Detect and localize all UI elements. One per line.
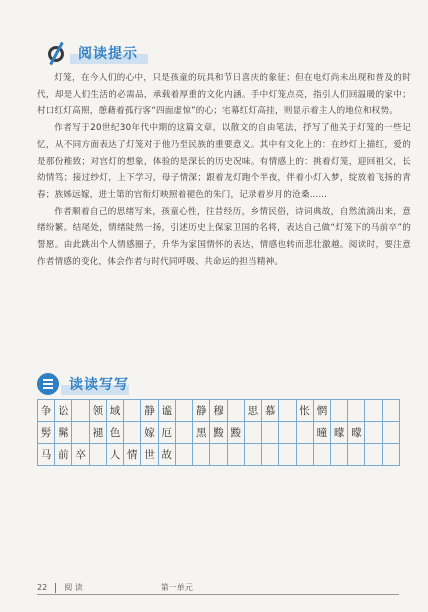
grid-cell: 曚 [330, 422, 347, 444]
grid-cell [175, 400, 192, 422]
grid-cell: 曚 [348, 422, 365, 444]
grid-cell [296, 444, 313, 466]
tips-paragraph: 灯笼，在今人们的心中，只是孩童的玩具和节日喜庆的象征；但在电灯尚未出现和普及的时代，却是人们生活的必需品，承载着厚重的文化内涵。手中灯笼点亮，指引人们回温暖的家中；村口红灯高照，憩藉着孤行客“四面虚惊”的心；宅幕红灯高挂，则显示着主人的地位和权势。 [37, 73, 411, 117]
grid-cell [72, 422, 89, 444]
grid-cell: 静 [193, 400, 210, 422]
grid-cell: 慕 [262, 400, 279, 422]
grid-row [38, 444, 400, 466]
character-practice-grid [37, 399, 400, 466]
grid-cell [175, 422, 192, 444]
grid-cell: 思 [244, 400, 261, 422]
reading-tips-icon [46, 42, 68, 64]
grid-cell: 嫁 [141, 422, 158, 444]
grid-cell: 褪 [89, 422, 106, 444]
grid-cell: 静 [141, 400, 158, 422]
grid-cell: 厄 [158, 422, 175, 444]
grid-cell: 色 [106, 422, 123, 444]
grid-cell: 惘 [313, 400, 330, 422]
grid-cell [210, 444, 227, 466]
grid-cell [313, 444, 330, 466]
grid-cell: 髴 [55, 422, 72, 444]
grid-cell: 马 [38, 444, 55, 466]
footer-rule [37, 594, 399, 595]
grid-cell: 争 [38, 400, 55, 422]
grid-cell: 前 [55, 444, 72, 466]
page-footer [37, 582, 193, 593]
grid-cell: 域 [106, 400, 123, 422]
grid-cell [262, 444, 279, 466]
grid-cell [175, 444, 192, 466]
footer-unit: 第一单元 [160, 583, 193, 592]
grid-cell: 世 [141, 444, 158, 466]
grid-cell [330, 444, 347, 466]
grid-cell: 怅 [296, 400, 313, 422]
grid-cell: 黢 [210, 422, 227, 444]
grid-cell: 曈 [313, 422, 330, 444]
grid-cell [330, 400, 347, 422]
grid-cell [89, 444, 106, 466]
grid-cell [262, 422, 279, 444]
grid-cell: 谧 [158, 400, 175, 422]
grid-cell [227, 444, 244, 466]
grid-cell: 穆 [210, 400, 227, 422]
grid-cell [365, 422, 382, 444]
grid-cell: 黢 [227, 422, 244, 444]
grid-cell: 人 [106, 444, 123, 466]
grid-cell [348, 444, 365, 466]
grid-cell: 故 [158, 444, 175, 466]
tips-paragraph: 作者写于20世纪30年代中期的这篇文章，以散文的自由笔法，抒写了他关于灯笼的一些记忆，从不同方面表达了灯笼对于他乃至民族的重要意义。其中有文化上的：在纱灯上描红，爱的是那份稚致；对宫灯的想象，体验的是深长的历史况味。有情感上的：挑着灯笼，迎回祖父，长幼情笃；接过纱灯，上下学习，母子情深；跟着龙灯跑个半夜，伴着小灯入梦，绽放着飞扬的青春；族姊远嫁，进士第的官衔灯映照着褪色的朱门，记录着岁月的沧桑…… [37, 123, 411, 200]
footer-divider [55, 583, 56, 593]
grid-row [38, 400, 400, 422]
grid-cell: 髣 [38, 422, 55, 444]
grid-cell [227, 400, 244, 422]
tips-paragraph: 作者顺着自己的思绪写来，孩童心性，往昔经历，乡情民俗，诗词典故，自然流淌出来，意绪纷繁。结尾处，情绪陡然一扬，引述历史上保家卫国的名将，表达自己做“灯笼下的马前卒”的誓愿。由此跳出个人情感圈子，升华为家国情怀的表达，情感也转而悲壮激越。阅读时，要注意作者情感的变化，体会作者与时代同呼吸、共命运的担当精神。 [37, 206, 411, 267]
grid-cell [382, 444, 399, 466]
grid-cell [279, 400, 296, 422]
read-write-title: 读读写写 [69, 377, 129, 393]
grid-cell [365, 400, 382, 422]
grid-cell [124, 400, 141, 422]
read-write-header [37, 373, 133, 395]
reading-tips-title: 阅读提示 [78, 46, 138, 62]
grid-cell [124, 422, 141, 444]
grid-row [38, 422, 400, 444]
grid-cell: 黑 [193, 422, 210, 444]
grid-cell [279, 422, 296, 444]
list-icon [37, 373, 59, 395]
grid-cell: 情 [124, 444, 141, 466]
grid-cell [279, 444, 296, 466]
grid-cell [382, 422, 399, 444]
footer-section: 阅 读 [64, 583, 83, 592]
grid-cell: 卒 [72, 444, 89, 466]
grid-cell [193, 444, 210, 466]
grid-cell [244, 422, 261, 444]
grid-cell: 领 [89, 400, 106, 422]
reading-tips-header [46, 42, 142, 64]
page-number: 22 [37, 583, 48, 592]
reading-tips-body [37, 70, 411, 270]
grid-cell [244, 444, 261, 466]
grid-cell [72, 400, 89, 422]
grid-cell [348, 400, 365, 422]
grid-cell [296, 422, 313, 444]
grid-cell [365, 444, 382, 466]
grid-cell [382, 400, 399, 422]
grid-cell: 讼 [55, 400, 72, 422]
